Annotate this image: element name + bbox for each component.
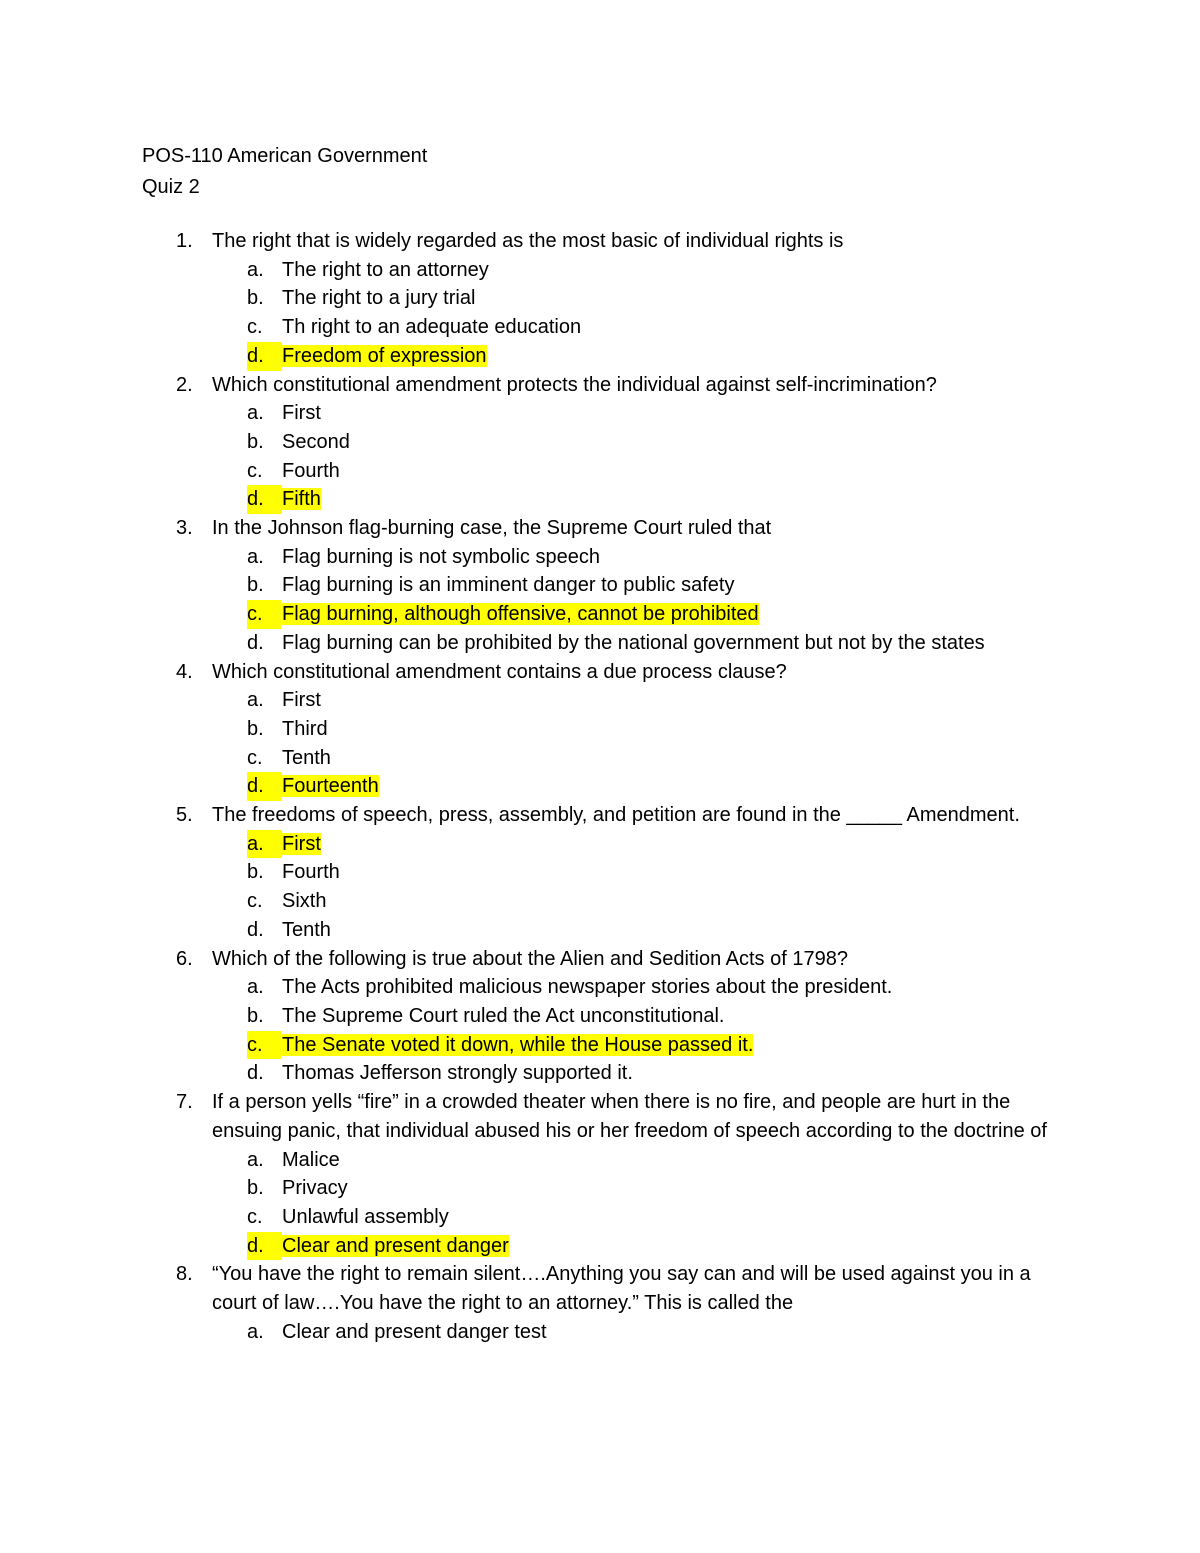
- document-header: [142, 141, 427, 203]
- answer-option-highlighted: [0, 830, 1062, 859]
- question-text: In the Johnson flag-burning case, the Supreme Court ruled that: [212, 517, 772, 540]
- answer-option: [0, 284, 1062, 313]
- question-text: Which constitutional amendment contains a due process clause?: [212, 660, 787, 683]
- option-text: Clear and present danger test: [282, 1320, 547, 1343]
- question-item: [0, 371, 1062, 515]
- answer-options: [212, 830, 1062, 945]
- answer-option: [0, 543, 1062, 572]
- answer-option: [0, 1318, 1062, 1347]
- option-letter: b.: [247, 430, 264, 453]
- option-letter: d.: [247, 918, 264, 941]
- answer-options: [212, 1146, 1062, 1261]
- option-letter: d.: [247, 342, 282, 371]
- question-text: Which of the following is true about the Alien and Sedition Acts of 1798?: [212, 947, 848, 970]
- answer-option: [0, 313, 1062, 342]
- option-text: Flag burning, although offensive, cannot be prohibited: [282, 603, 759, 626]
- question-text: Which constitutional amendment protects the individual against self-incrimination?: [212, 373, 937, 396]
- option-letter: b.: [247, 1177, 264, 1200]
- answer-option: [0, 571, 1062, 600]
- option-letter: b.: [247, 574, 264, 597]
- answer-option: [0, 973, 1062, 1002]
- answer-option-highlighted: [0, 342, 1062, 371]
- option-letter: c.: [247, 1205, 263, 1228]
- option-text: The Supreme Court ruled the Act unconstitutional.: [282, 1004, 725, 1027]
- answer-option: [0, 916, 1062, 945]
- option-letter: d.: [247, 1062, 264, 1085]
- option-text: First: [282, 832, 321, 855]
- option-text: Sixth: [282, 890, 327, 913]
- option-text: First: [282, 689, 321, 712]
- answer-option-highlighted: [0, 600, 1062, 629]
- option-letter: d.: [247, 631, 264, 654]
- question-item: [0, 514, 1062, 658]
- option-text: Malice: [282, 1148, 340, 1171]
- option-letter: b.: [247, 287, 264, 310]
- option-text: The Senate voted it down, while the House passed it.: [282, 1033, 754, 1056]
- answer-options: [212, 399, 1062, 514]
- option-text: Th right to an adequate education: [282, 316, 582, 339]
- answer-option: [0, 686, 1062, 715]
- question-item: [0, 227, 1062, 371]
- option-text: Flag burning is not symbolic speech: [282, 545, 600, 568]
- question-number: 7.: [176, 1091, 193, 1114]
- question-item: [0, 801, 1062, 945]
- answer-option: [0, 1146, 1062, 1175]
- option-letter: a.: [247, 402, 264, 425]
- option-letter: a.: [247, 976, 264, 999]
- option-text: Fourth: [282, 861, 340, 884]
- question-text: “You have the right to remain silent….Anything you say can and will be used against you in a court of law….You have the right to an attorney.” This is called the: [212, 1263, 1031, 1315]
- option-letter: b.: [247, 861, 264, 884]
- option-text: The right to an attorney: [282, 258, 489, 281]
- answer-option: [0, 744, 1062, 773]
- answer-option: [0, 1174, 1062, 1203]
- answer-option-highlighted: [0, 1031, 1062, 1060]
- answer-option-highlighted: [0, 485, 1062, 514]
- option-text: Fourth: [282, 459, 340, 482]
- option-letter: d.: [247, 485, 282, 514]
- option-letter: a.: [247, 830, 282, 859]
- option-letter: d.: [247, 772, 282, 801]
- option-letter: c.: [247, 459, 263, 482]
- question-number: 4.: [176, 660, 193, 683]
- answer-option: [0, 858, 1062, 887]
- question-number: 8.: [176, 1263, 193, 1286]
- answer-option: [0, 1059, 1062, 1088]
- answer-option: [0, 457, 1062, 486]
- answer-option: [0, 1002, 1062, 1031]
- option-text: Second: [282, 430, 350, 453]
- option-letter: a.: [247, 1320, 264, 1343]
- answer-option: [0, 629, 1062, 658]
- option-letter: d.: [247, 1232, 282, 1261]
- question-text: The right that is widely regarded as the most basic of individual rights is: [212, 230, 844, 252]
- option-text: Fifth: [282, 488, 321, 511]
- option-text: The right to a jury trial: [282, 287, 476, 310]
- question-number: 3.: [176, 517, 193, 540]
- option-text: Third: [282, 717, 328, 740]
- option-text: Freedom of expression: [282, 344, 487, 367]
- question-text: If a person yells “fire” in a crowded theater when there is no fire, and people are hurt in the ensuing panic, that individual abused his or her freedom of speech according to the doctrine of: [212, 1091, 1047, 1142]
- answer-options: [212, 543, 1062, 658]
- answer-option-highlighted: [0, 1232, 1062, 1261]
- question-number: 1.: [176, 230, 193, 252]
- question-list: [0, 227, 1200, 1346]
- question-number: 5.: [176, 804, 193, 827]
- quiz-title: Quiz 2: [142, 176, 200, 198]
- option-letter: b.: [247, 717, 264, 740]
- option-text: First: [282, 402, 321, 425]
- answer-option: [0, 428, 1062, 457]
- option-text: Tenth: [282, 918, 331, 941]
- answer-option: [0, 399, 1062, 428]
- option-letter: c.: [247, 600, 281, 629]
- question-item: [0, 1088, 1062, 1260]
- option-text: The Acts prohibited malicious newspaper stories about the president.: [282, 976, 893, 999]
- option-letter: c.: [247, 1031, 281, 1060]
- question-number: 6.: [176, 947, 193, 970]
- option-letter: a.: [247, 258, 264, 281]
- answer-options: [212, 686, 1062, 801]
- question-number: 2.: [176, 373, 193, 396]
- question-text: The freedoms of speech, press, assembly, and petition are found in the _____ Amendment.: [212, 804, 1020, 827]
- answer-option: [0, 715, 1062, 744]
- option-text: Flag burning can be prohibited by the national government but not by the states: [282, 631, 985, 654]
- option-letter: b.: [247, 1004, 264, 1027]
- question-item: [0, 945, 1062, 1089]
- option-letter: a.: [247, 1148, 264, 1171]
- option-text: Clear and present danger: [282, 1234, 509, 1257]
- course-title: POS-110 American Government: [142, 145, 428, 167]
- question-item: [0, 658, 1062, 802]
- option-letter: c.: [247, 746, 263, 769]
- option-text: Privacy: [282, 1177, 348, 1200]
- option-text: Thomas Jefferson strongly supported it.: [282, 1062, 633, 1085]
- answer-options: [212, 256, 1062, 371]
- option-letter: a.: [247, 689, 264, 712]
- option-text: Unlawful assembly: [282, 1205, 449, 1228]
- option-letter: c.: [247, 890, 263, 913]
- answer-option: [0, 887, 1062, 916]
- answer-option: [0, 1203, 1062, 1232]
- answer-options: [212, 1318, 1062, 1347]
- answer-options: [212, 973, 1062, 1088]
- option-text: Fourteenth: [282, 775, 379, 798]
- answer-option: [0, 256, 1062, 285]
- answer-option-highlighted: [0, 772, 1062, 801]
- option-letter: c.: [247, 316, 263, 339]
- option-text: Flag burning is an imminent danger to public safety: [282, 574, 735, 597]
- option-text: Tenth: [282, 746, 331, 769]
- question-item: [0, 1260, 1062, 1346]
- option-letter: a.: [247, 545, 264, 568]
